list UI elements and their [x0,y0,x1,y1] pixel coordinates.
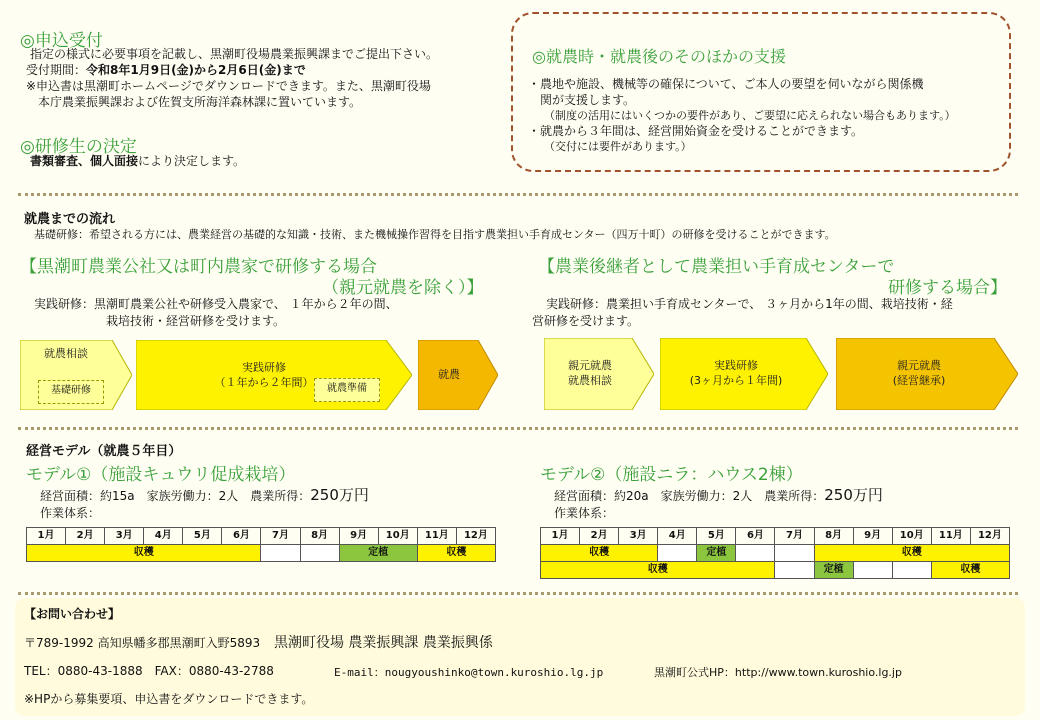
step-farming-label: 就農 [438,368,460,381]
divider-3 [18,592,1018,595]
flow-right-title: 【農業後継者として農業担い手育成センターで [538,257,895,277]
step-prep-box: 就農準備 [314,378,380,402]
divider-1 [18,193,1018,196]
harvest-cell: 収穫 [541,562,775,579]
flow-left-step-farming [418,340,498,410]
flow-left-title-2: （親元就農を除く）】 [322,278,484,298]
empty-cell [736,545,775,562]
month-cell: 10月 [378,528,417,545]
step-succession-l1: 親元就農 [897,359,941,372]
month-cell: 4月 [144,528,183,545]
apply-heading: ◎申込受付 [20,31,103,51]
empty-cell [658,545,697,562]
activity-row-house-2 [541,562,1010,579]
month-cell: 12月 [456,528,495,545]
support-heading: ◎就農時・就農後のそのほかの支援 [532,47,786,66]
model-2-info [554,487,883,504]
apply-period-label: 受付期間： [26,63,87,77]
planting-cell: 定植 [814,562,853,579]
month-cell: 9月 [853,528,892,545]
flow-right-step-consult [544,338,654,410]
selection-method: 書類審査、個人面接 [30,154,139,168]
empty-cell [892,562,931,579]
flow-left-title: 【黒潮町農業公社又は町内農家で研修する場合 [20,257,377,277]
step-basic-training-box: 基礎研修 [38,380,104,404]
model-1-work-label: 作業体系： [40,506,101,520]
selection-heading: ◎研修生の決定 [20,137,137,157]
contact-homepage[interactable]: 黒潮町公式HP：http://www.town.kuroshio.lg.jp [654,666,902,679]
flow-right-step-practice [660,338,828,410]
model-2-info-text: 経営面積：約20a 家族労働力：2人 農業所得： [554,489,825,503]
support-bullet-1: ・農地や施設、機械等の確保について、ご本人の要望を伺いながら関係機 [528,77,924,91]
support-bullet-1b: 関が支援します。 [540,93,636,107]
month-row [27,528,496,545]
empty-cell [853,562,892,579]
flow-heading: 就農までの流れ [24,212,116,227]
month-cell: 1月 [27,528,66,545]
harvest-cell: 収穫 [931,562,1009,579]
model-1-schedule [26,527,496,562]
model-1-title: モデル①（施設キュウリ促成栽培） [26,465,296,485]
flow-left-desc: 実践研修：黒潮町農業公社や研修受入農家で、 １年から２年の間、 [34,297,398,311]
model-1-income: 250万円 [310,486,369,504]
contact-heading: 【お問い合わせ】 [24,607,121,621]
model-heading: 経営モデル（就農５年目） [26,444,182,459]
month-cell: 1月 [541,528,580,545]
month-cell: 7月 [775,528,814,545]
flow-right-desc-2: 営研修を受けます。 [532,314,640,328]
harvest-cell: 収穫 [541,545,658,562]
step-center-practice-l1: 実践研修 [714,359,758,372]
month-cell: 8月 [814,528,853,545]
month-cell: 6月 [736,528,775,545]
month-cell: 5月 [183,528,222,545]
apply-note-2: 本庁農業振興課および佐賀支所海洋森林課に置いています。 [38,95,362,109]
month-cell: 7月 [261,528,300,545]
month-row [541,528,1010,545]
harvest-cell: 収穫 [27,545,261,562]
activity-row [27,545,496,562]
month-cell: 12月 [970,528,1009,545]
model-1-info-text: 経営面積：約15a 家族労働力：2人 農業所得： [40,489,311,503]
empty-cell [300,545,339,562]
flow-right-desc: 実践研修：農業担い手育成センターで、 ３ヶ月から1年の間、栽培技術・経 [546,297,953,311]
selection-text [30,153,245,169]
apply-note: ※申込書は黒潮町ホームページでダウンロードできます。また、黒潮町役場 [26,79,431,93]
step-succession-l2: (経営継承) [892,374,946,387]
contact-tel-fax: TEL：0880-43-1888 FAX：0880-43-2788 [24,664,274,678]
selection-rest: により決定します。 [138,154,246,168]
month-cell: 2月 [66,528,105,545]
support-bullet-1-note: （制度の活用にはいくつかの要件があり、ご要望に応えられない場合もあります。） [544,109,956,122]
activity-row-house-1 [541,545,1010,562]
contact-address-line [24,632,493,652]
month-cell: 11月 [417,528,456,545]
flow-basic-training: 基礎研修：希望される方には、農業経営の基礎的な知識・技術、また機械操作習得を目指す農業担い手育成センター（四万十町）の研修を受けることができます。 [34,228,836,241]
step-practice-label: 実践研修 [242,361,286,374]
month-cell: 6月 [222,528,261,545]
model-2-work-label: 作業体系： [554,506,615,520]
harvest-cell: 収穫 [814,545,1009,562]
month-cell: 9月 [339,528,378,545]
month-cell: 3月 [619,528,658,545]
flow-right-title-2: 研修する場合】 [888,278,1007,298]
month-cell: 4月 [658,528,697,545]
model-2-title: モデル②（施設ニラ：ハウス2棟） [540,465,803,485]
step-practice-duration: （１年から２年間） [214,376,314,389]
contact-email[interactable]: E-mail：nougyoushinko@town.kuroshio.lg.jp [334,666,604,679]
contact-address: 〒789-1992 高知県幡多郡黒潮町入野5893 [24,636,261,650]
apply-instructions: 指定の様式に必要事項を記載し、黒潮町役場農業振興課までご提出下さい。 [30,47,439,61]
step-family-consult-l1: 親元就農 [568,359,612,372]
model-2-schedule [540,527,1010,579]
step-family-consult-l2: 就農相談 [568,374,612,387]
harvest-cell: 収穫 [417,545,495,562]
planting-cell: 定植 [697,545,736,562]
model-2-income: 250万円 [824,486,883,504]
flow-right-step-succession [836,338,1018,410]
month-cell: 8月 [300,528,339,545]
month-cell: 2月 [580,528,619,545]
empty-cell [261,545,300,562]
month-cell: 3月 [105,528,144,545]
contact-office: 黒潮町役場 農業振興課 農業振興係 [273,635,493,651]
month-cell: 5月 [697,528,736,545]
support-bullet-2: ・就農から３年間は、経営開始資金を受けることができます。 [528,124,864,138]
divider-2 [18,427,1018,430]
month-cell: 10月 [892,528,931,545]
month-cell: 11月 [931,528,970,545]
contact-note: ※HPから募集要項、申込書をダウンロードできます。 [24,692,314,706]
apply-period-dates: 令和8年1月9日(金)から2月6日(金)まで [86,63,306,77]
support-bullet-2-note: （交付には要件があります。） [544,140,692,153]
empty-cell [775,545,814,562]
apply-period [26,62,306,78]
planting-cell: 定植 [339,545,417,562]
flow-left-desc-2: 栽培技術・経営研修を受けます。 [106,314,286,328]
model-1-info [40,487,369,504]
step-consult-label: 就農相談 [44,347,88,360]
step-center-practice-l2: (3ヶ月から１年間) [689,374,783,387]
empty-cell [775,562,814,579]
